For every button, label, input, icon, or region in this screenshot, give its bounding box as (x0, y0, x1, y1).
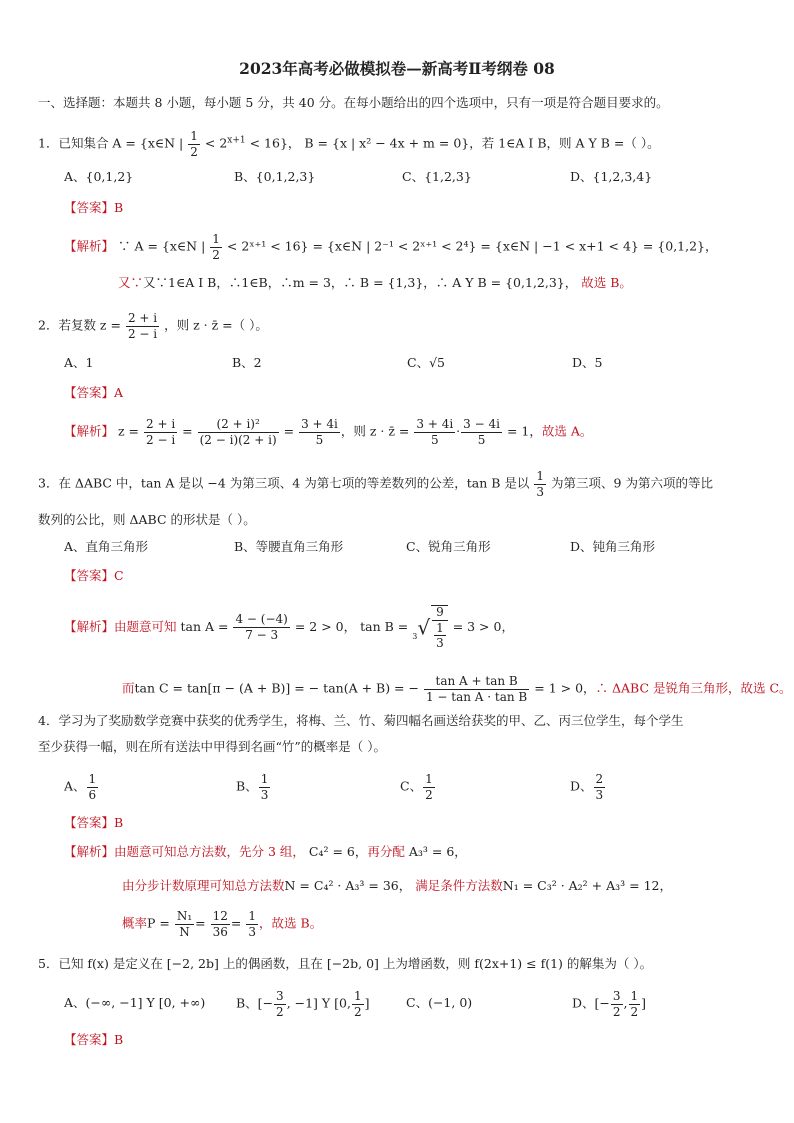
option-b: B、 $\frac{1}{3}$ (236, 772, 269, 802)
option-a: A、(−∞, −1] Y [0, +∞) (64, 995, 206, 1010)
option-d: D、{1,2,3,4} (570, 169, 653, 184)
question-4-stem: 4．学习为了奖励数学竞赛中获奖的优秀学生，将梅、兰、竹、菊四幅名画送给获奖的甲、乙、丙三位学生，每个学生 (38, 713, 684, 728)
question-5-stem: 5．已知 f(x) 是定义在 [−2, 2b] 上的偶函数，且在 [−2b, 0] 上为增函数，则 f(2x+1) ≤ f(1) 的解集为（ ）。 (38, 956, 653, 971)
option-b: B、{0,1,2,3} (234, 169, 316, 184)
option-a: A、直角三角形 (64, 539, 149, 554)
question-4-stem-line-2: 至少获得一幅，则在所有送法中甲得到名画“竹”的概率是（ ）。 (38, 739, 387, 754)
solution-4-line-1: 【解析】由题意可知总方法数，先分 3 组， C₄² = 6，再分配 A₃³ = 6， (64, 844, 467, 859)
solution-4-line-2: 由分步计数原理可知总方法数N = C₄² · A₃³ = 36， 满足条件方法数N₁ = C₃² · A₂² + A₃³ = 12， (122, 878, 672, 893)
question-3-stem-line-2: 数列的公比，则 ΔABC 的形状是（ ）。 (38, 512, 256, 527)
answer-2: 【答案】A (64, 385, 124, 400)
option-d: D、钝角三角形 (570, 539, 656, 554)
option-c: C、{1,2,3} (402, 169, 472, 184)
answer-5: 【答案】B (64, 1032, 124, 1047)
option-b: B、等腰直角三角形 (234, 539, 344, 554)
solution-3-line-1: 【解析】由题意可知 tan A = $\frac{4 - (-4)}{7 - 3}$ = 2 > 0， tan B = $^3$√ $\frac{9}{\frac{1}{3}}$ = 3 > 0， (64, 605, 514, 651)
answer-4: 【答案】B (64, 815, 124, 830)
question-1-stem: 1．已知集合 A = {x∈N | $\frac{1}{2}$ < $2^{x+1} < 16$}， B = {x | x² − 4x + m = 0}，若 1∈A I B，则 A Y B =（ ）。 (38, 129, 660, 159)
option-d: D、5 (572, 355, 603, 370)
option-a: A、 $\frac{1}{6}$ (64, 772, 97, 802)
option-b: B、2 (232, 355, 262, 370)
solution-3-line-2: 而tan C = tan[π − (A + B)] = − tan(A + B) = − $\frac{\text{tan A + tan B}}{\text{1 − tan A · tan B}}$ = 1 > 0，∴ ΔABC 是锐角三角形，故选 C。 (122, 674, 792, 704)
option-c: C、(−1, 0) (406, 995, 473, 1010)
option-d: D、 $\frac{2}{3}$ (570, 772, 604, 802)
question-3-stem: 3．在 ΔABC 中，tan A 是以 −4 为第三项、4 为第七项的等差数列的公差，tan B 是以 $\frac{1}{3}$ 为第三项、9 为第六项的等比 (38, 469, 713, 499)
option-a: A、{0,1,2} (64, 169, 134, 184)
answer-1: 【答案】B (64, 200, 124, 215)
option-d: D、[− $\frac{3}{2}$ , $\frac{1}{2}$ ] (572, 989, 647, 1019)
option-a: A、1 (64, 355, 94, 370)
option-c: C、锐角三角形 (406, 539, 491, 554)
solution-4-line-3: 概率P = $\frac{\text{N₁}}{N}$ = $\frac{12}{36}$ = $\frac{1}{3}$ ，故选 B。 (122, 909, 323, 939)
option-c: C、√5 (407, 355, 445, 370)
option-c: C、 $\frac{1}{2}$ (400, 772, 433, 802)
solution-1-line-2: 又∵又∵1∈A I B，∴1∈B，∴m = 3，∴ B = {1,3}，∴ A Y B = {0,1,2,3}， 故选 B。 (118, 275, 632, 290)
option-b: B、[− $\frac{3}{2}$ , −1] Y [0, $\frac{1}{2}$ ] (236, 989, 370, 1019)
solution-1-line-1: 【解析】 ∵ A = {x∈N | $\frac{1}{2}$ < 2ˣ⁺¹ < 16} = {x∈N | 2⁻¹ < 2ˣ⁺¹ < 2⁴} = {x∈N | −1 < x+1 < 4} = {0,1,2}， (64, 232, 718, 262)
solution-2: 【解析】 z = $\frac{2 + i}{2 - i}$ = $\frac{\text{(2 + i)²}}{(2 - i)(2 + i)}$ = $\frac{3 + 4i}{5}$ ，则 z · z̄ = $\frac{3 + 4i}{5}$ · $\frac{3 - 4i}{5}$ = 1，故选 A。 (64, 417, 593, 447)
answer-3: 【答案】C (64, 568, 124, 583)
page-title: 2023年高考必做模拟卷—新高考Ⅱ考纲卷 08 (239, 59, 555, 78)
section-heading: 一、选择题：本题共 8 小题，每小题 5 分，共 40 分。在每小题给出的四个选项中，只有一项是符合题目要求的。 (38, 95, 669, 110)
question-2-stem: 2．若复数 z = $\frac{2 + i}{2 - i}$ ，则 z · z̄ =（ ）。 (38, 311, 268, 341)
fraction: $\frac{1}{2}$ (190, 129, 198, 159)
